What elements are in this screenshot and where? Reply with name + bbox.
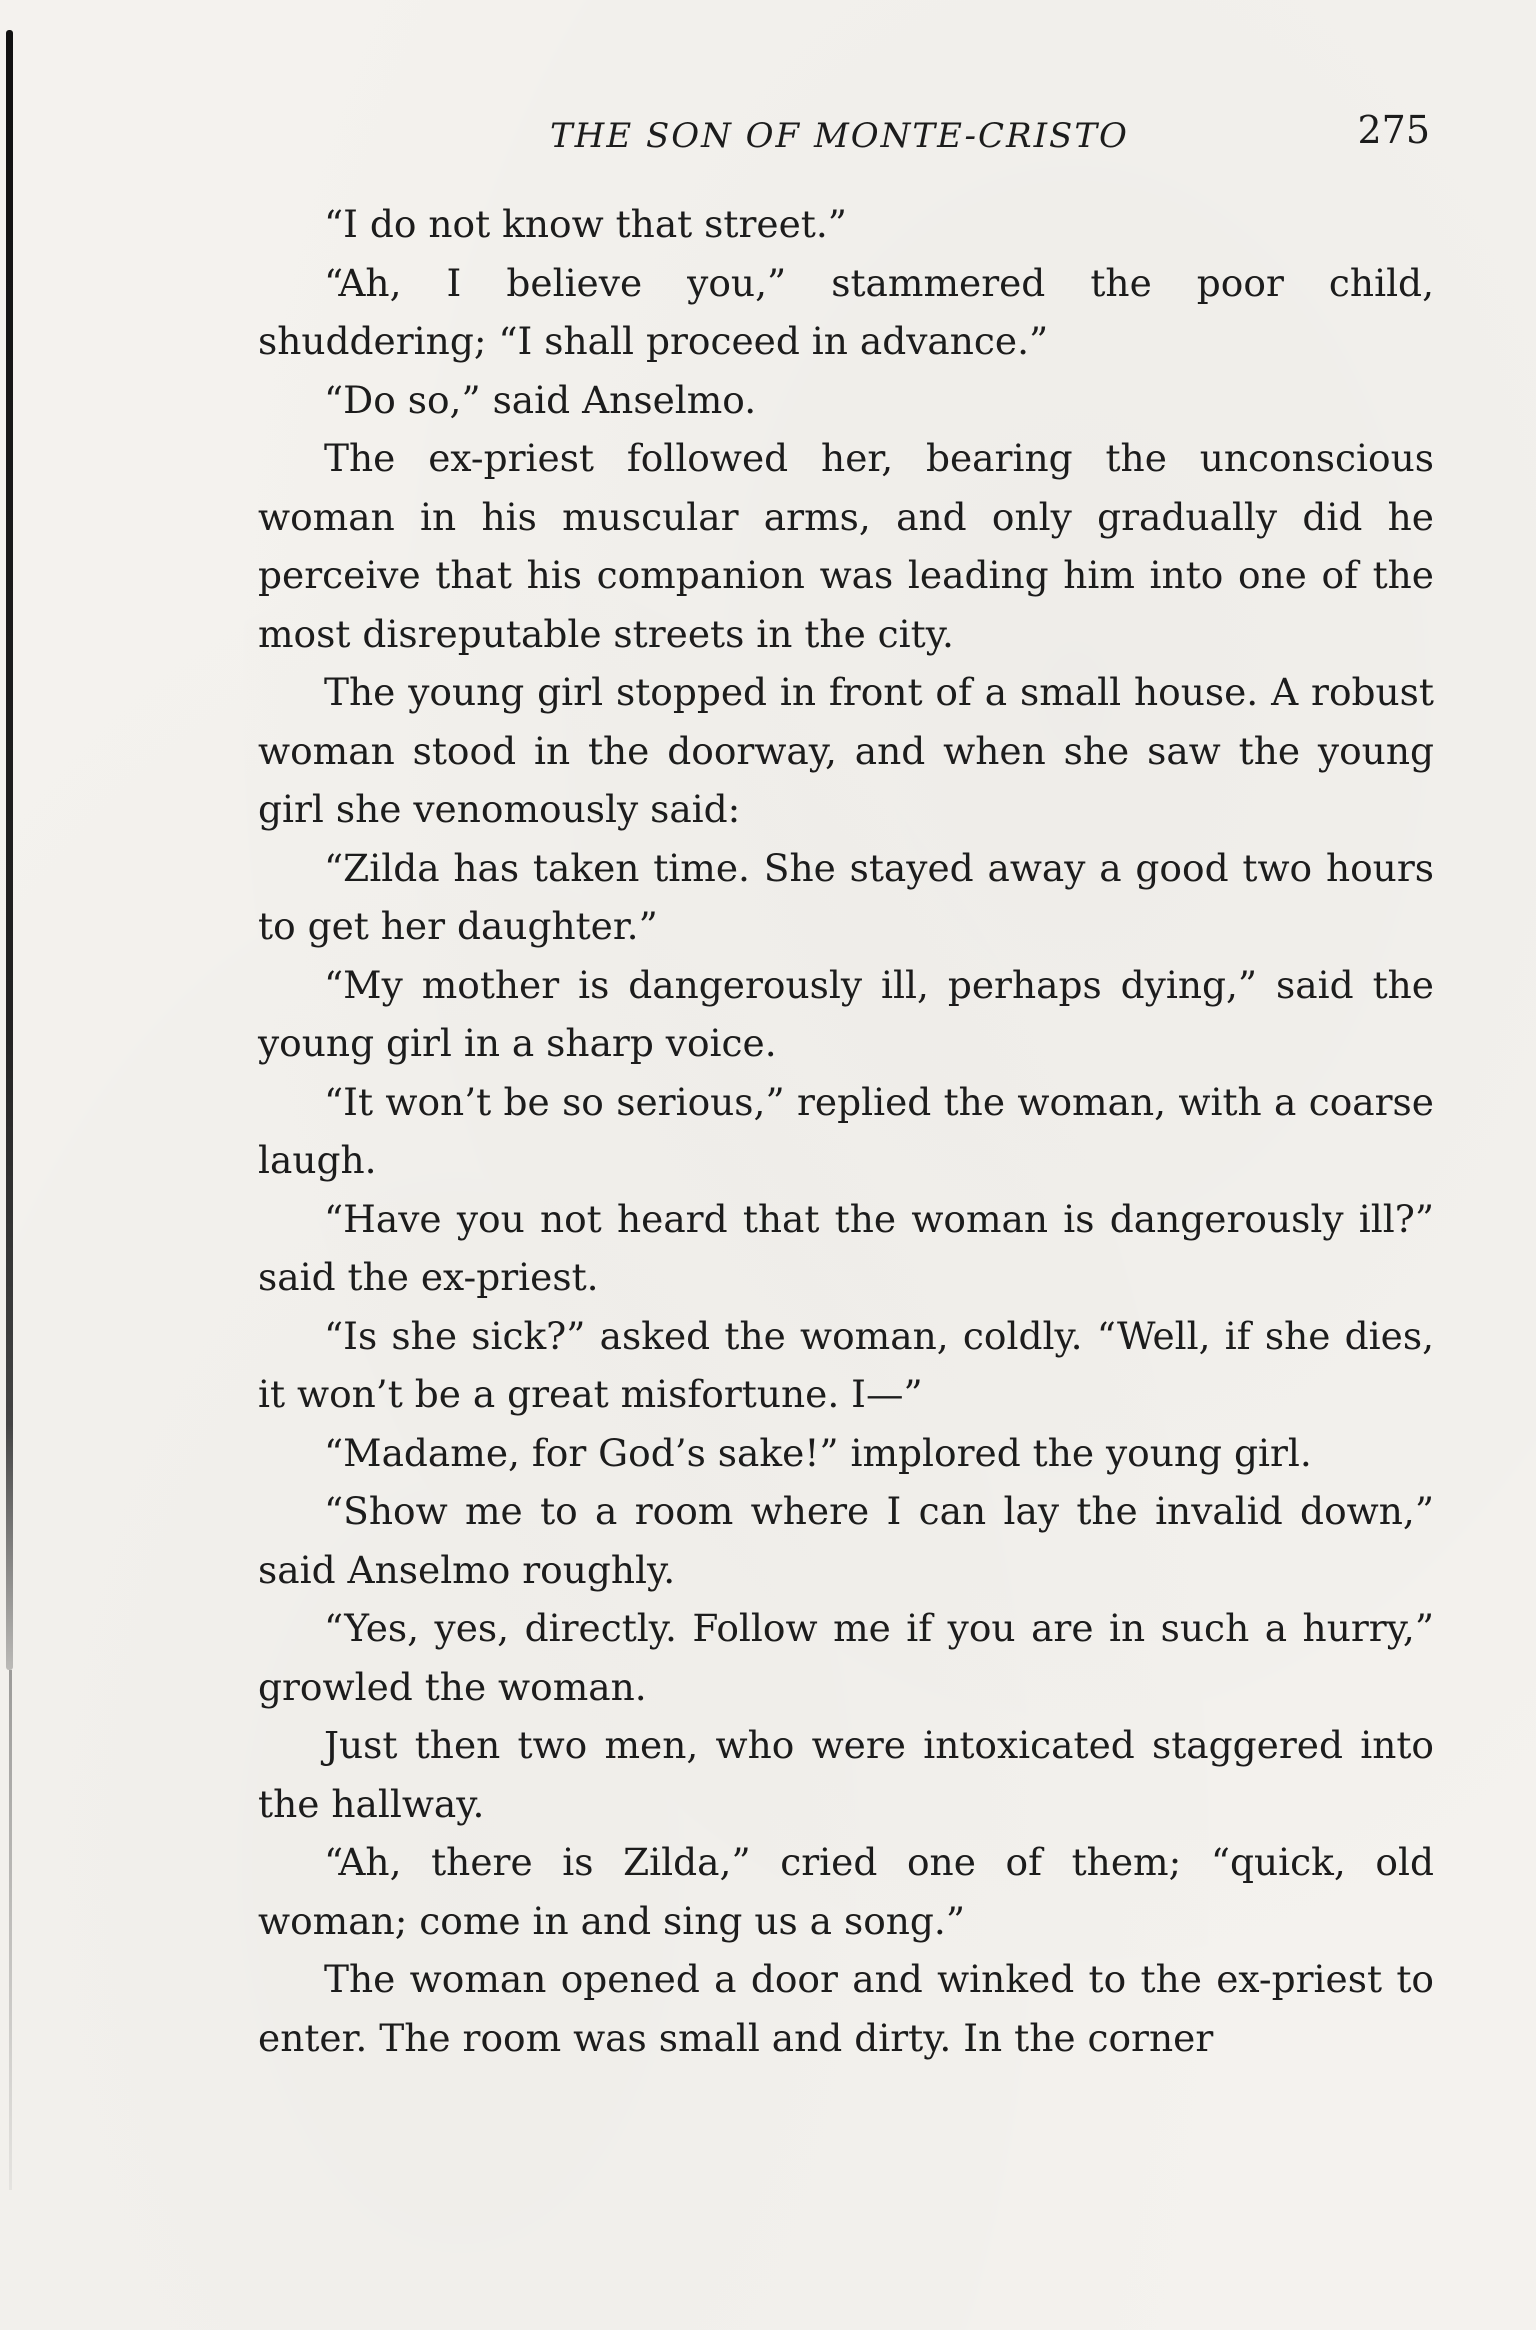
paragraph: The woman opened a door and winked to the ex-priest to enter. The room was small and dirty. In the corner [258, 1957, 1434, 2060]
paragraph: “Ah, there is Zilda,” cried one of them; “quick, old woman; come in and sing us a song.” [258, 1840, 1434, 1943]
paragraph: “Yes, yes, directly. Follow me if you are in such a hurry,” growled the woman. [258, 1606, 1434, 1709]
paragraph: “Madame, for God’s sake!” implored the young girl. [324, 1430, 1312, 1475]
paragraph: “It won’t be so serious,” replied the woman, with a coarse laugh. [258, 1079, 1434, 1182]
paragraph: “Show me to a room where I can lay the invalid down,” said Anselmo roughly. [258, 1489, 1434, 1592]
body-text [258, 195, 1434, 2067]
paragraph: The young girl stopped in front of a small house. A robust woman stood in the doorway, and when she saw the young girl she venomously said: [258, 670, 1434, 831]
page-number: 275 [1357, 108, 1430, 152]
paragraph: “Zilda has taken time. She stayed away a good two hours to get her daughter.” [258, 845, 1434, 948]
binding-edge [6, 30, 13, 1670]
paragraph: “Is she sick?” asked the woman, coldly. “Well, if she dies, it won’t be a great misfortune. I—” [258, 1313, 1434, 1416]
paragraph: “I do not know that street.” [324, 202, 847, 246]
paragraph: Just then two men, who were intoxicated staggered into the hallway. [258, 1723, 1434, 1826]
paragraph: The ex-priest followed her, bearing the unconscious woman in his muscular arms, and only gradually did he perceive that his companion was leading him into one of the most disreputable streets in the city. [258, 436, 1434, 656]
running-title: THE SON OF MONTE-CRISTO [550, 116, 1129, 156]
paragraph: “Do so,” said Anselmo. [324, 377, 757, 422]
paragraph: “Have you not heard that the woman is dangerously ill?” said the ex-priest. [258, 1196, 1434, 1299]
page-header [250, 108, 1430, 168]
paragraph: “Ah, I believe you,” stammered the poor child, shuddering; “I shall proceed in advance.” [258, 260, 1434, 363]
binding-edge-shadow [9, 1670, 12, 2190]
paragraph: “My mother is dangerously ill, perhaps dying,” said the young girl in a sharp voice. [258, 962, 1434, 1065]
